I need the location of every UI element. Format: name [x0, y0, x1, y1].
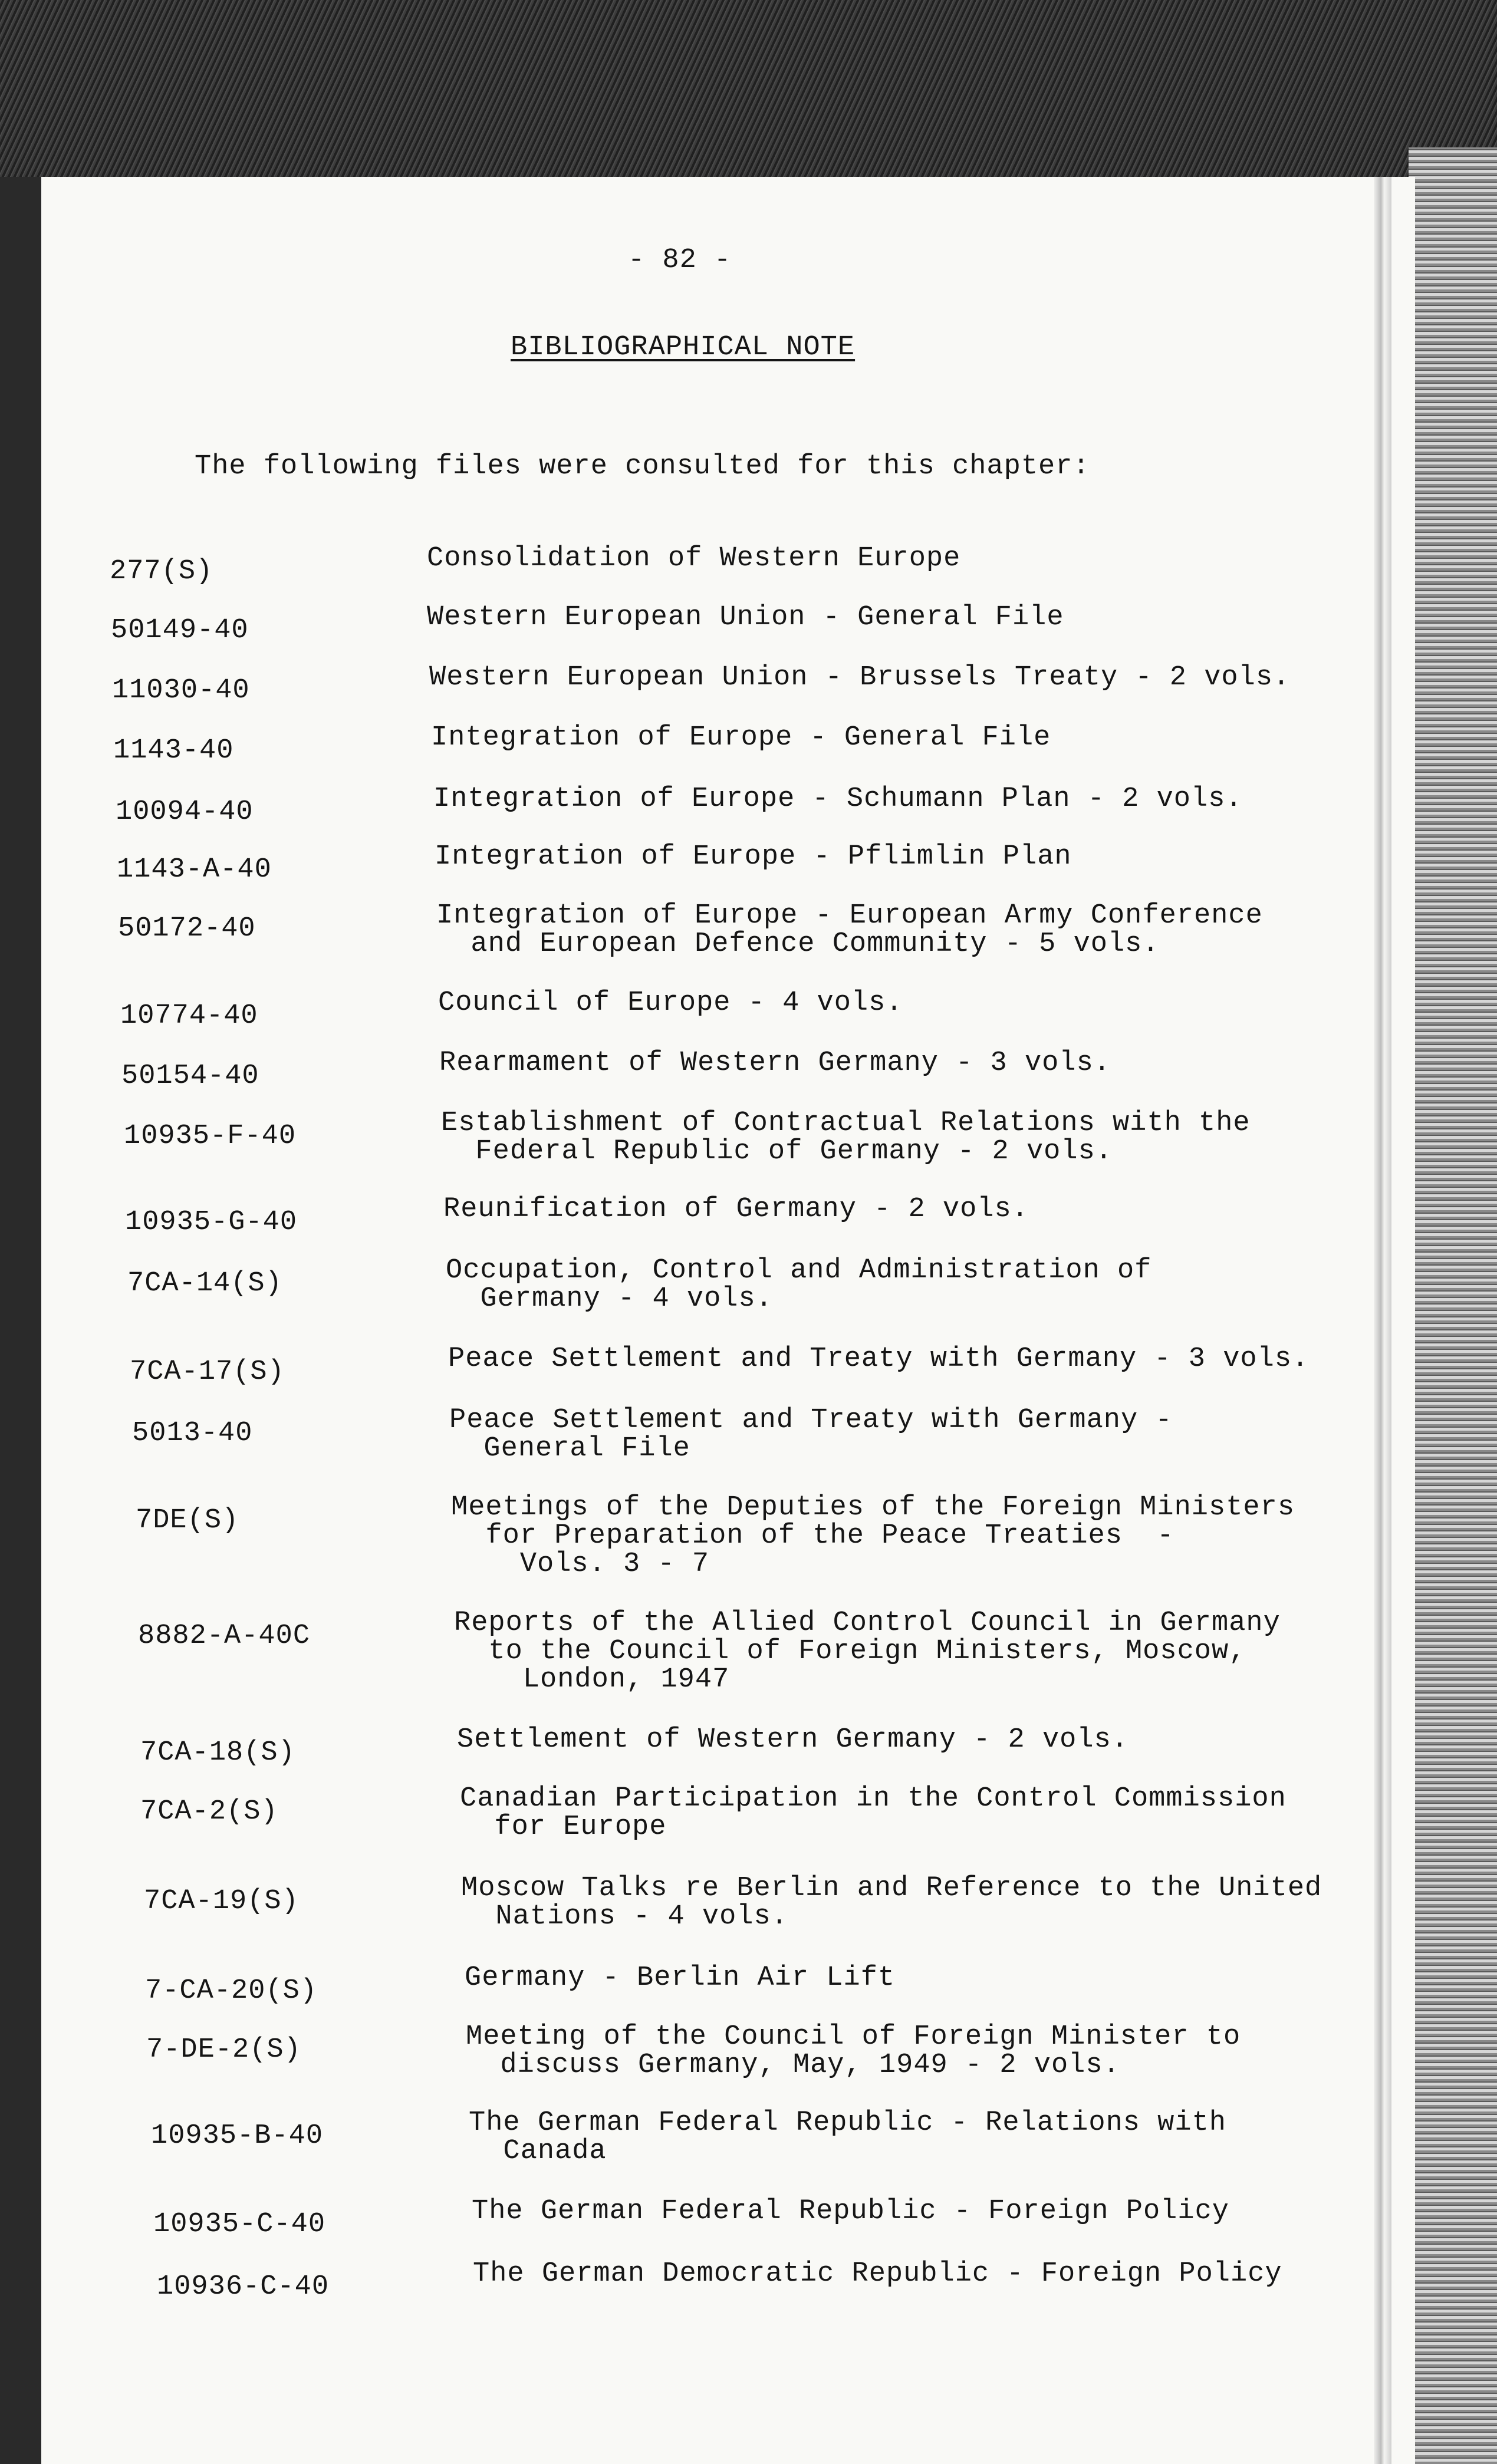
file-code: 7-DE-2(S): [146, 2034, 301, 2066]
file-code: 7-CA-20(S): [145, 1975, 318, 2007]
page-fold-shadow: [1374, 177, 1391, 2464]
file-description: Occupation, Control and Administration of Germany - 4 vols.: [446, 1255, 1152, 1315]
file-code: 7CA-2(S): [140, 1796, 278, 1827]
file-description: Consolidation of Western Europe: [427, 543, 961, 574]
file-description: Moscow Talks re Berlin and Reference to the United Nations - 4 vols.: [461, 1873, 1322, 1932]
file-description: Integration of Europe - European Army Conference and European Defence Community - 5 vols.: [436, 900, 1263, 960]
file-code: 50172-40: [118, 913, 256, 944]
file-code: 10935-B-40: [151, 2120, 324, 2152]
file-code: 8882-A-40C: [138, 1620, 311, 1652]
file-code: 50154-40: [121, 1060, 259, 1092]
file-description: Peace Settlement and Treaty with Germany - 3 vols.: [448, 1343, 1310, 1375]
file-description: The German Federal Republic - Relations with Canada: [469, 2107, 1227, 2167]
file-description: The German Democratic Republic - Foreign Policy: [473, 2258, 1282, 2290]
file-description: The German Federal Republic - Foreign Policy: [472, 2196, 1230, 2227]
file-code: 10094-40: [116, 796, 254, 828]
file-code: 7DE(S): [136, 1505, 239, 1536]
file-code: 7CA-18(S): [140, 1737, 295, 1768]
file-description: Meeting of the Council of Foreign Minister to discuss Germany, May, 1949 - 2 vols.: [466, 2021, 1241, 2081]
file-description: Integration of Europe - Pflimlin Plan: [435, 841, 1072, 872]
file-code: 10935-G-40: [125, 1207, 298, 1238]
file-description: Peace Settlement and Treaty with Germany - General File: [449, 1405, 1173, 1464]
file-description: Reunification of Germany - 2 vols.: [443, 1194, 1029, 1225]
intro-text: The following files were consulted for this chapter:: [195, 451, 1090, 482]
file-code: 7CA-14(S): [127, 1268, 282, 1299]
file-code: 11030-40: [112, 675, 250, 706]
file-code: 1143-A-40: [117, 854, 272, 885]
file-description: Integration of Europe - Schumann Plan - 2 vols.: [433, 783, 1243, 815]
file-description: Integration of Europe - General File: [431, 722, 1051, 753]
file-description: Settlement of Western Germany - 2 vols.: [457, 1724, 1128, 1755]
file-code: 277(S): [110, 556, 213, 587]
file-description: Reports of the Allied Control Council in Germany to the Council of Foreign Ministers, Moscow, London, 1947: [454, 1607, 1281, 1695]
file-description: Western European Union - Brussels Treaty - 2 vols.: [429, 662, 1291, 693]
page-title: BIBLIOGRAPHICAL NOTE: [511, 332, 856, 363]
file-code: 1143-40: [113, 735, 234, 766]
file-description: Germany - Berlin Air Lift: [465, 1962, 896, 1994]
file-code: 50149-40: [111, 615, 249, 646]
binder-background: [0, 0, 1497, 195]
file-code: 7CA-19(S): [144, 1886, 299, 1917]
file-description: Canadian Participation in the Control Commission for Europe: [460, 1783, 1287, 1843]
file-description: Rearmament of Western Germany - 3 vols.: [439, 1047, 1111, 1079]
file-description: Establishment of Contractual Relations with the Federal Republic of Germany - 2 vols.: [441, 1108, 1251, 1167]
file-code: 10774-40: [120, 1000, 258, 1032]
file-description: Council of Europe - 4 vols.: [438, 987, 903, 1019]
file-code: 10936-C-40: [157, 2271, 330, 2302]
file-code: 7CA-17(S): [130, 1356, 285, 1388]
file-code: 10935-C-40: [153, 2209, 326, 2240]
file-description: Meetings of the Deputies of the Foreign Ministers for Preparation of the Peace Treaties - Vols. 3 - 7: [451, 1492, 1295, 1580]
file-description: Western European Union - General File: [427, 602, 1064, 633]
file-code: 5013-40: [132, 1418, 253, 1449]
page-number: - 82 -: [628, 245, 732, 276]
page-stack-edge: [1409, 147, 1497, 2464]
file-code: 10935-F-40: [124, 1121, 297, 1152]
